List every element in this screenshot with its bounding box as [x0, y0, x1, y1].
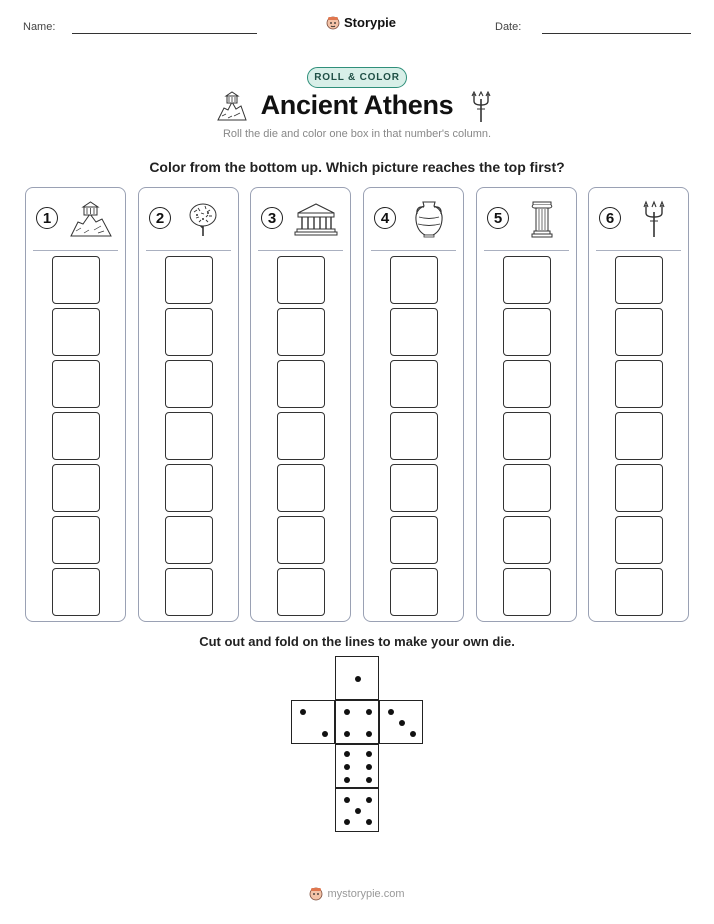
column-3: [250, 187, 351, 622]
color-box[interactable]: [277, 308, 325, 356]
color-box[interactable]: [165, 308, 213, 356]
color-box[interactable]: [615, 516, 663, 564]
color-box[interactable]: [390, 568, 438, 616]
die-pip: [366, 819, 372, 825]
color-box[interactable]: [503, 256, 551, 304]
column-divider: [371, 250, 456, 251]
die-face-6: [335, 744, 379, 788]
column-header: [589, 188, 688, 250]
page-title: Ancient Athens: [260, 90, 454, 120]
color-box[interactable]: [503, 308, 551, 356]
footer-url[interactable]: mystorypie.com: [327, 887, 405, 900]
brand-logo: [326, 15, 396, 30]
greek-column-icon: [519, 200, 565, 238]
die-face-4: [335, 700, 379, 744]
die-pip: [355, 808, 361, 814]
color-box[interactable]: [503, 412, 551, 460]
die-pip: [355, 676, 361, 682]
page-subtitle: Roll the die and color one box in that number's column.: [222, 128, 492, 140]
column-number: 2: [149, 207, 171, 229]
trident-icon: [631, 200, 677, 238]
color-box[interactable]: [52, 568, 100, 616]
column-number: 3: [261, 207, 283, 229]
color-box[interactable]: [165, 464, 213, 512]
die-pip: [366, 764, 372, 770]
column-divider: [146, 250, 231, 251]
color-box[interactable]: [615, 308, 663, 356]
die-pip: [344, 777, 350, 783]
name-label: Name:: [23, 21, 56, 33]
die-pip: [366, 777, 372, 783]
acropolis-icon: [68, 200, 114, 238]
footer: [0, 886, 714, 901]
column-number: 5: [487, 207, 509, 229]
color-box[interactable]: [503, 516, 551, 564]
color-box[interactable]: [277, 568, 325, 616]
color-box[interactable]: [615, 464, 663, 512]
coloring-instruction: Color from the bottom up. Which picture reaches the top first?: [149, 159, 565, 175]
color-box[interactable]: [277, 360, 325, 408]
color-box[interactable]: [165, 256, 213, 304]
column-2: [138, 187, 239, 622]
column-header: [477, 188, 576, 250]
date-line[interactable]: [542, 33, 691, 34]
name-line[interactable]: [72, 33, 257, 34]
column-4: [363, 187, 464, 622]
column-divider: [33, 250, 118, 251]
die-pip: [388, 709, 394, 715]
color-box[interactable]: [615, 360, 663, 408]
color-box[interactable]: [52, 256, 100, 304]
color-box[interactable]: [165, 412, 213, 460]
die-pip: [344, 751, 350, 757]
die-instruction: Cut out and fold on the lines to make your own die.: [199, 634, 515, 649]
die-face-5: [335, 788, 379, 832]
die-pip: [344, 709, 350, 715]
color-box[interactable]: [277, 464, 325, 512]
color-box[interactable]: [52, 412, 100, 460]
die-pip: [366, 751, 372, 757]
die-face-1: [335, 656, 379, 700]
color-box[interactable]: [277, 412, 325, 460]
column-header: [364, 188, 463, 250]
color-box[interactable]: [503, 464, 551, 512]
color-box[interactable]: [615, 256, 663, 304]
die-pip: [344, 764, 350, 770]
color-box[interactable]: [390, 308, 438, 356]
die-pip: [322, 731, 328, 737]
color-box[interactable]: [52, 516, 100, 564]
column-number: 6: [599, 207, 621, 229]
column-divider: [596, 250, 681, 251]
die-pip: [399, 720, 405, 726]
column-header: [251, 188, 350, 250]
column-number: 4: [374, 207, 396, 229]
color-box[interactable]: [277, 516, 325, 564]
activity-badge: ROLL & COLOR: [307, 67, 407, 88]
column-number: 1: [36, 207, 58, 229]
color-box[interactable]: [615, 568, 663, 616]
die-pip: [366, 709, 372, 715]
die-pip: [366, 797, 372, 803]
footer-mascot-icon: [309, 886, 323, 901]
column-header: [139, 188, 238, 250]
color-box[interactable]: [503, 360, 551, 408]
die-pip: [300, 709, 306, 715]
die-pip: [344, 797, 350, 803]
olive-tree-icon: [181, 200, 227, 238]
color-box[interactable]: [503, 568, 551, 616]
parthenon-temple-icon: [293, 200, 339, 238]
color-box[interactable]: [390, 360, 438, 408]
column-divider: [258, 250, 343, 251]
color-box[interactable]: [52, 464, 100, 512]
trident-title-icon: [468, 91, 494, 123]
color-box[interactable]: [615, 412, 663, 460]
die-pip: [344, 819, 350, 825]
color-box[interactable]: [277, 256, 325, 304]
column-divider: [484, 250, 569, 251]
die-pip: [344, 731, 350, 737]
die-pip: [410, 731, 416, 737]
storypie-mascot-icon: [326, 15, 340, 30]
column-header: [26, 188, 125, 250]
color-box[interactable]: [52, 360, 100, 408]
die-face-2: [291, 700, 335, 744]
color-box[interactable]: [390, 256, 438, 304]
date-label: Date:: [495, 21, 522, 33]
brand-name: Storypie: [344, 15, 397, 30]
column-1: [25, 187, 126, 622]
column-6: [588, 187, 689, 622]
color-box[interactable]: [165, 568, 213, 616]
color-box[interactable]: [390, 412, 438, 460]
column-5: [476, 187, 577, 622]
amphora-vase-icon: [406, 200, 452, 238]
die-face-3: [379, 700, 423, 744]
color-box[interactable]: [390, 464, 438, 512]
color-box[interactable]: [165, 516, 213, 564]
color-box[interactable]: [52, 308, 100, 356]
die-pip: [366, 731, 372, 737]
color-box[interactable]: [165, 360, 213, 408]
color-box[interactable]: [390, 516, 438, 564]
